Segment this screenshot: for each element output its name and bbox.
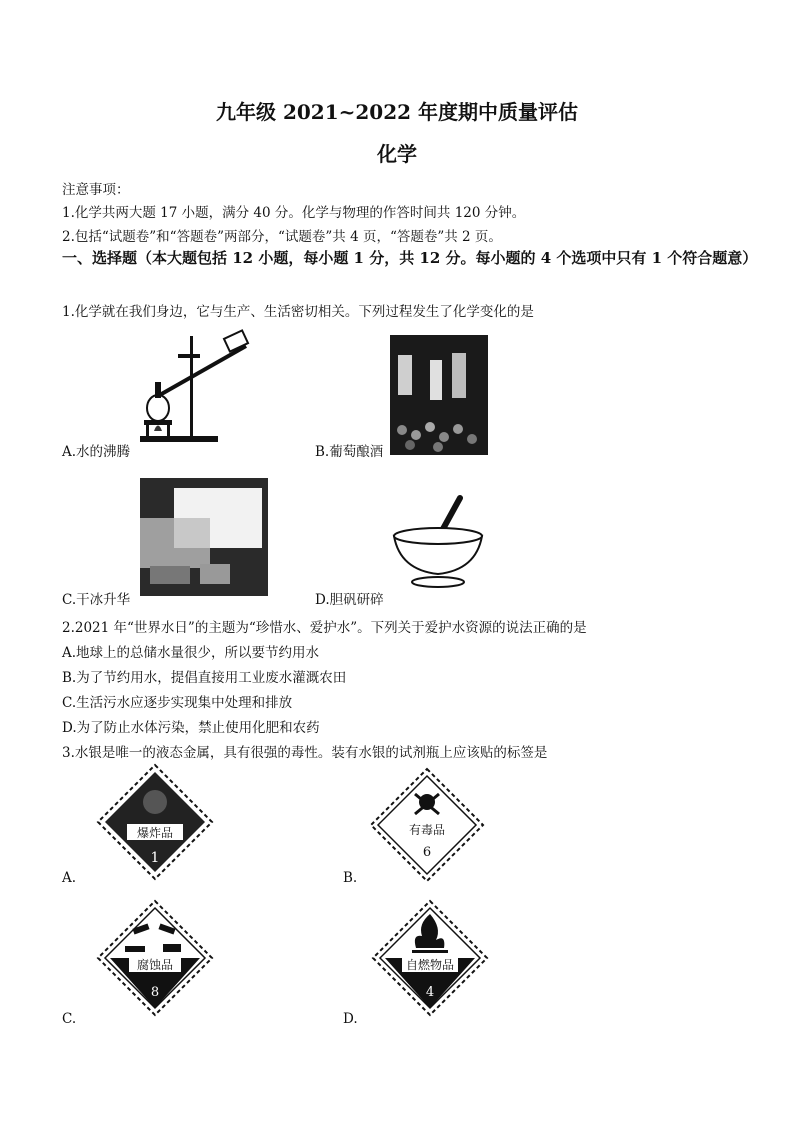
explosive-label: [95, 762, 215, 882]
label-text: 自燃物品: [405, 958, 455, 972]
option-d: D.为了防止水体污染，禁止使用化肥和农药: [62, 720, 320, 736]
option-b: B.葡萄酿酒: [315, 444, 384, 460]
option-d: D.胆矾研碎: [315, 592, 384, 608]
option-d: D.: [343, 1011, 358, 1027]
question-stem-3: 3.水银是唯一的液态金属，具有很强的毒性。装有水银的试剂瓶上应该贴的标签是: [62, 745, 548, 761]
option-c: C.: [62, 1011, 77, 1027]
corrosive-label: [95, 898, 215, 1018]
option-a: A.: [62, 870, 77, 886]
label-number: 1: [150, 850, 160, 866]
dry-ice-photo: [140, 478, 268, 596]
option-c: C.干冰升华: [62, 592, 131, 608]
label-text: 爆炸品: [136, 826, 174, 840]
note-item: 1.化学共两大题 17 小题，满分 40 分。化学与物理的作答时间共 120 分钟。: [62, 205, 526, 221]
exam-title: 九年级 2021~2022 年度期中质量评估: [215, 100, 578, 124]
toxic-label: [368, 766, 486, 884]
distillation-apparatus-image: [138, 328, 250, 446]
note-item: 2.包括“试题卷”和“答题卷”两部分，“试题卷”共 4 页，“答题卷”共 2 页。: [62, 229, 502, 245]
mortar-pestle-image: [388, 492, 488, 590]
option-c: C.生活污水应逐步实现集中处理和排放: [62, 695, 293, 711]
label-number: 6: [422, 845, 432, 860]
label-number: 4: [425, 985, 435, 1000]
option-a: A.水的沸腾: [62, 444, 131, 460]
option-b: B.: [343, 870, 358, 886]
option-a: A.地球上的总储水量很少，所以要节约用水: [62, 645, 320, 661]
subject-title: 化学: [377, 142, 417, 166]
grape-wine-photo: [390, 335, 488, 455]
question-stem-2: 2.2021 年“世界水日”的主题为“珍惜水、爱护水”。下列关于爱护水资源的说法正确的是: [62, 620, 587, 636]
label-number: 8: [150, 985, 160, 1000]
question-stem-1: 1.化学就在我们身边，它与生产、生活密切相关。下列过程发生了化学变化的是: [62, 304, 534, 320]
spontaneous-combustion-label: [370, 898, 490, 1018]
option-b: B.为了节约用水，提倡直接用工业废水灌溉农田: [62, 670, 347, 686]
label-text: 有毒品: [408, 823, 446, 837]
section-title: 一、选择题（本大题包括 12 小题，每小题 1 分，共 12 分。每小题的 4 个选项中只有 1 个符合题意）: [62, 249, 758, 267]
notes-heading: 注意事项：: [62, 182, 130, 198]
label-text: 腐蚀品: [136, 958, 174, 972]
